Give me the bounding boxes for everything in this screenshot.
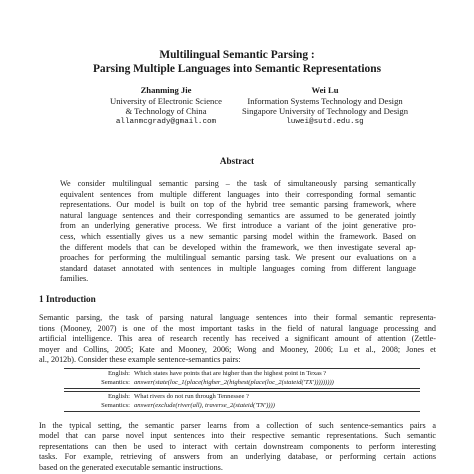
abstract-line: We consider multilingual semantic parsing – the task of simultaneously parsing semantically (60, 179, 416, 188)
introduction-heading: 1 Introduction (39, 294, 96, 304)
introduction-line: Semantic parsing, the task of parsing natural language sentences into their formal semantic representa- (39, 313, 436, 322)
paper-title-line-2: Parsing Multiple Languages into Semantic Representations (92, 63, 382, 75)
abstract-line: natural language sentences and their corresponding semantics are assumed to be generated jointly (60, 210, 416, 220)
introduction-line: tions (Mooney, 2007) is one of the most important tasks in the field of natural language processing and (39, 323, 436, 333)
abstract-line: standard dataset annotated with sentences in multiple languages coming from different language (60, 263, 416, 273)
author-affiliation: Singapore University of Technology and Design (241, 106, 409, 117)
introduction-line: In the typical setting, the semantic parser learns from a collection of such sentence-semantics pairs a (39, 421, 436, 430)
example-bottom-rule (64, 388, 420, 389)
author-name: Wei Lu (311, 85, 339, 95)
author-affiliation: Information Systems Technology and Design (247, 95, 403, 106)
example-english-sentence: Which states have points that are higher than the highest point in Texas ? (134, 370, 327, 377)
introduction-line: al., 2012b). Consider these example sentence-semantics pairs: (39, 355, 241, 365)
example-english-label: English: (108, 393, 130, 400)
abstract-line: cess, which essentially gives us a new semantic parsing model within the framework. Based on (60, 232, 416, 241)
author-email[interactable]: allanmcgrady@gmail.com (115, 117, 217, 126)
example-english-label: English: (108, 370, 130, 377)
abstract-line: the different models that can be developed within the framework, we then investigate several ap- (60, 242, 416, 252)
introduction-line: based on the generated executable semantic instructions. (39, 462, 223, 472)
author-block-1 (98, 85, 234, 127)
example-semantics: answer(exclude(river(all), traverse_2(stateid('TN')))) (134, 401, 275, 409)
introduction-line: artificial intelligence. This area of research recently has received a significant amount of attention (Zettle- (39, 334, 436, 344)
paper-title-line-1: Multilingual Semantic Parsing : (159, 49, 315, 61)
author-block-2 (226, 85, 424, 127)
abstract-line: families. (60, 274, 89, 284)
author-email[interactable]: luwei@sutd.edu.sg (286, 117, 364, 126)
abstract-line: equivalent sentences from multiple different languages into their corresponding formal semantic (60, 189, 416, 199)
example-semantics: answer(state(loc_1(place(higher_2(highest(place(loc_2(stateid('TX'))))))))) (134, 378, 334, 386)
example-semantics-label: Semantics: (101, 401, 130, 409)
introduction-line: tasks. For example, retrieving of answers from an underlying database, or performing certain actions (39, 452, 436, 462)
author-name: Zhanming Jie (140, 85, 192, 95)
example-top-rule (64, 368, 420, 369)
example-english-sentence: What rivers do not run through Tennessee ? (134, 393, 249, 400)
author-affiliation: University of Electronic Science (110, 95, 222, 106)
abstract-line: representations. Our model is built on top of the hybrid tree semantic parsing framework, where (60, 200, 416, 210)
introduction-line: model that can parse novel input sentences into their respective semantic representations. Such semantic (39, 431, 436, 441)
example-bottom-rule (64, 411, 420, 412)
introduction-line: moyer and Collins, 2005; Kate and Mooney, 2006; Wong and Mooney, 2006; Lu et al., 2008; Jones et (39, 344, 436, 354)
abstract-line: from an underlying generative process. We first introduce a variant of the joint generative pro- (60, 221, 416, 231)
example-semantics-label: Semantics: (101, 378, 130, 386)
introduction-line: representations can then be used to interact with certain downstream components to perform interesting (39, 441, 436, 451)
example-top-rule (64, 391, 420, 392)
abstract-line: proaches for performing the multilingual semantic parsing task. We present our evaluations on a (60, 253, 416, 263)
abstract-heading: Abstract (219, 156, 255, 166)
author-affiliation: & Technology of China (125, 106, 207, 117)
